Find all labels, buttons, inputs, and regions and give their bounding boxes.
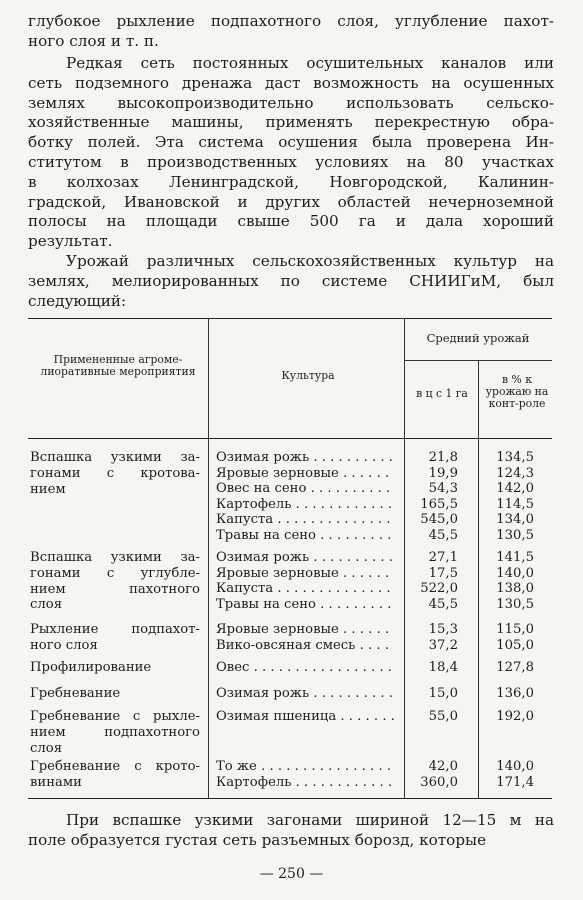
- crop-cell: Капуста . . .: [216, 581, 394, 597]
- yield-centners-cell: 545,0: [420, 512, 458, 528]
- measure-line: винами: [30, 774, 82, 790]
- header-measures: Примененные агроме-лиоративные мероприятия: [40, 353, 196, 379]
- yield-centners-cell: 360,0: [420, 774, 458, 790]
- yield-centners-cell: 165,5: [420, 496, 458, 512]
- measure-cell: [30, 709, 200, 756]
- yield-percent-cell: 115,0: [496, 622, 534, 637]
- measure-line: Рыхление подпахот-: [30, 622, 200, 637]
- paragraph-yield-intro: [28, 252, 554, 311]
- text-line: сеть подземного дренажа даст возможность на осушенных: [28, 73, 554, 92]
- text-line: ститутом в производственных условиях на 80 участках: [28, 152, 554, 171]
- measure-line: нием пахотного: [30, 581, 200, 597]
- measure-cell: [30, 660, 200, 676]
- yield-centners-cell: 15,0: [428, 686, 458, 701]
- yield-percent-cell: 171,4: [496, 774, 534, 790]
- yield-percent-cell: 192,0: [496, 709, 534, 724]
- text-line: глубокое рыхление подпахотного слоя, углубление пахот-: [28, 12, 554, 30]
- crop-cell: Озимая рожь . . .: [216, 686, 394, 702]
- yield-percent-cell: 134,5: [496, 450, 534, 465]
- crop-cell: Яровые зерновые . . .: [216, 622, 394, 638]
- yield-centners-cell: 27,1: [428, 550, 458, 565]
- measure-line: гонами с кротова-: [30, 465, 200, 481]
- page-number: — 250 —: [259, 866, 324, 882]
- text-line: Урожай различных сельскохозяйственных культур на: [66, 252, 554, 270]
- yield-centners-cell: 15,3: [428, 622, 458, 637]
- header-yield-percent: в % к урожаю на конт-роле: [485, 373, 549, 411]
- yield-percent-cell: 130,5: [496, 528, 534, 543]
- yield-centners-cell: 19,9: [428, 465, 458, 481]
- crop-cell: Озимая рожь . . .: [216, 450, 394, 466]
- header-bottom-rule: [28, 438, 552, 439]
- measure-line: Вспашка узкими за-: [30, 450, 200, 465]
- header-yield-centners: в ц с 1 га: [416, 387, 468, 400]
- paragraph-plowing: [28, 811, 554, 851]
- crop-cell: Картофель . . .: [216, 497, 394, 513]
- yield-percent-cell: 140,0: [496, 759, 534, 774]
- table-bottom-rule: [28, 798, 552, 799]
- yield-percent-cell: 105,0: [496, 637, 534, 653]
- paragraph-drainage: [28, 54, 554, 252]
- measure-cell: [30, 622, 200, 654]
- measure-line: Гребневание: [30, 686, 121, 701]
- yield-centners-cell: 42,0: [428, 759, 458, 774]
- yield-centners-cell: 45,5: [428, 528, 458, 543]
- measure-line: Гребневание с рыхле-: [30, 709, 200, 724]
- crop-cell: Озимая пшеница . . .: [216, 709, 394, 725]
- measure-cell: [30, 686, 200, 702]
- measure-cell: [30, 550, 200, 613]
- crop-cell: Вико-овсяная смесь . . .: [216, 638, 394, 654]
- header-crop: Культура: [281, 369, 335, 382]
- measure-cell: [30, 759, 200, 791]
- column-divider: [208, 318, 209, 798]
- header-average-yield: Средний урожай: [426, 331, 530, 345]
- yield-centners-cell: 55,0: [428, 709, 458, 724]
- yield-percent-cell: 127,8: [496, 660, 534, 675]
- yield-percent-cell: 134,0: [496, 512, 534, 528]
- text-line: Редкая сеть постоянных осушительных каналов или: [66, 54, 554, 72]
- yield-table: [28, 318, 552, 798]
- measure-line: гонами с углубле-: [30, 565, 200, 581]
- text-line: градской, Ивановской и других областей нечерноземной: [28, 192, 554, 211]
- yield-centners-cell: 21,8: [428, 450, 458, 465]
- yield-centners-cell: 37,2: [428, 637, 458, 653]
- text-line: в колхозах Ленинградской, Новгородской, Калинин-: [28, 172, 554, 191]
- table-top-rule: [28, 318, 552, 319]
- yield-centners-cell: 17,5: [428, 565, 458, 581]
- measure-line: нием: [30, 481, 66, 497]
- text-line: следующий:: [28, 291, 127, 310]
- text-line: полосы на площади свыше 500 га и дала хороший: [28, 212, 554, 231]
- measure-line: Вспашка узкими за-: [30, 550, 200, 565]
- measure-line: Профилирование: [30, 660, 152, 675]
- yield-percent-cell: 138,0: [496, 581, 534, 597]
- crop-cell: Овес на сено . . .: [216, 481, 394, 497]
- yield-centners-cell: 45,5: [428, 596, 458, 612]
- text-line: землях, мелиорированных по системе СНИИГиМ, был: [28, 271, 554, 290]
- text-line: результат.: [28, 232, 113, 251]
- crop-cell: Яровые зерновые . . .: [216, 466, 394, 482]
- measure-line: слоя: [30, 740, 63, 756]
- crop-cell: Травы на сено . . .: [216, 528, 394, 544]
- text-line: При вспашке узкими загонами шириной 12—15 м на: [66, 811, 554, 829]
- text-line: землях высокопроизводительно использовать сельско-: [28, 93, 554, 112]
- yield-percent-cell: 142,0: [496, 481, 534, 497]
- yield-percent-cell: 114,5: [496, 496, 534, 512]
- paragraph-continuation: [28, 12, 554, 52]
- yield-percent-cell: 124,3: [496, 465, 534, 481]
- crop-cell: Яровые зерновые . . .: [216, 566, 394, 582]
- crop-cell: Травы на сено . . .: [216, 597, 394, 613]
- yield-percent-cell: 141,5: [496, 550, 534, 565]
- yield-percent-cell: 130,5: [496, 596, 534, 612]
- text-line: поле образуется густая сеть разъемных борозд, которые: [28, 830, 487, 849]
- yield-percent-cell: 140,0: [496, 565, 534, 581]
- text-line: ного слоя и т. п.: [28, 31, 159, 50]
- column-divider: [478, 360, 479, 798]
- measure-cell: [30, 450, 200, 497]
- yield-centners-cell: 54,3: [428, 481, 458, 497]
- yield-centners-cell: 18,4: [428, 660, 458, 675]
- crop-cell: Овес . . .: [216, 660, 394, 676]
- measure-line: нием подпахотного: [30, 724, 200, 740]
- crop-cell: Капуста . . .: [216, 512, 394, 528]
- crop-cell: Озимая рожь . . .: [216, 550, 394, 566]
- text-line: хозяйственные машины, применять перекрестную обра-: [28, 113, 554, 132]
- yield-percent-cell: 136,0: [496, 686, 534, 701]
- crop-cell: Картофель . . .: [216, 775, 394, 791]
- measure-line: Гребневание с крото-: [30, 759, 200, 774]
- yield-centners-cell: 522,0: [420, 581, 458, 597]
- crop-cell: То же . . .: [216, 759, 394, 775]
- measure-line: ного слоя: [30, 637, 98, 653]
- text-line: ботку полей. Эта система осушения была проверена Ин-: [28, 133, 554, 152]
- measure-line: слоя: [30, 597, 63, 613]
